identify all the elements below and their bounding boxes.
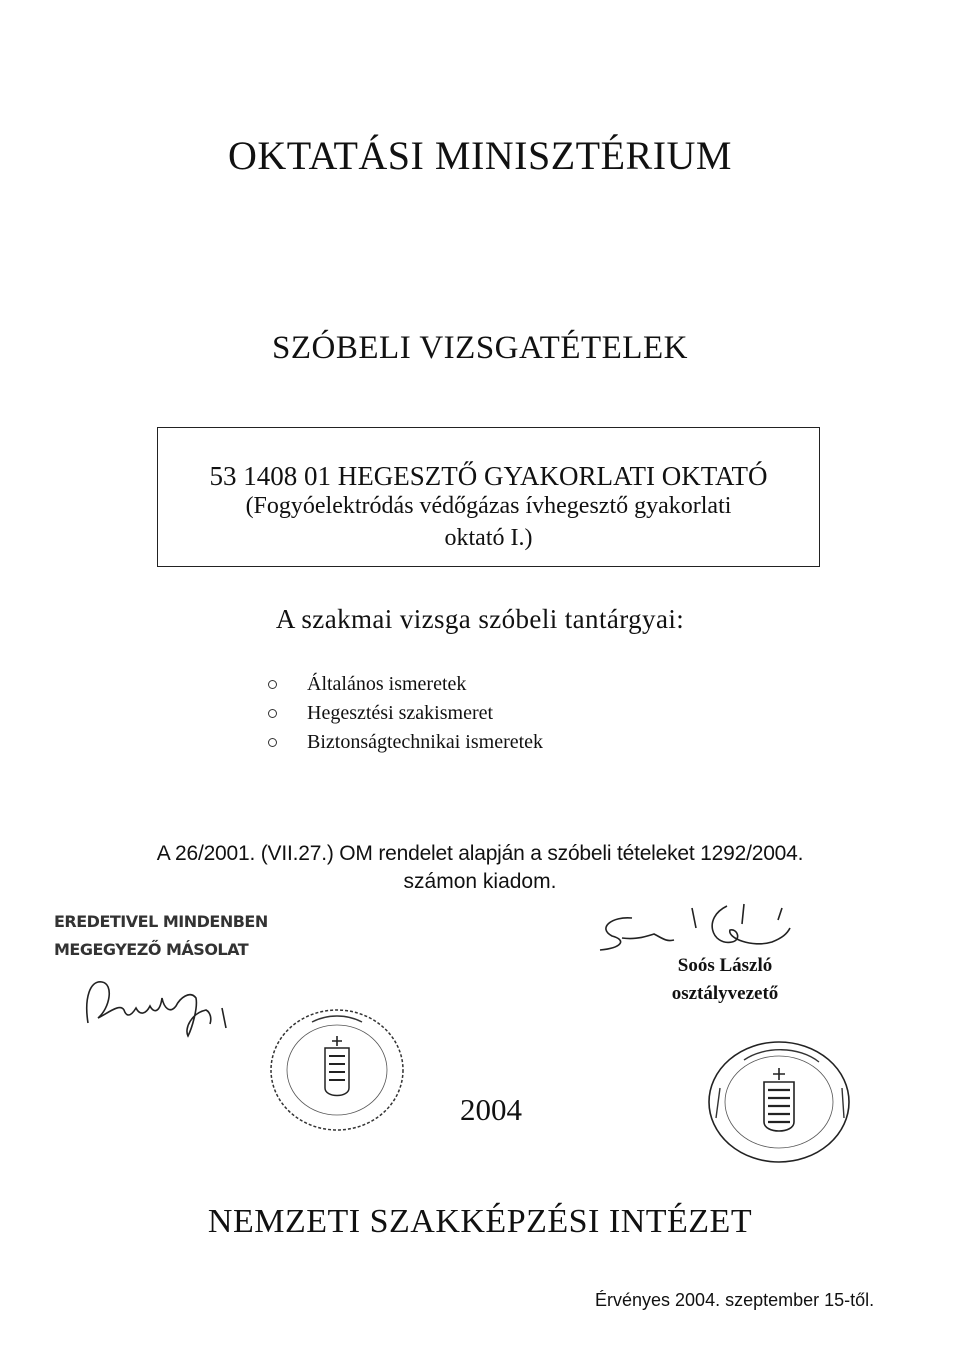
decree-line2: számon kiadom. [403, 870, 557, 893]
ministry-title: OKTATÁSI MINISZTÉRIUM [228, 133, 732, 178]
bullet-icon [268, 709, 277, 718]
copy-stamp-line2: MEGEGYEZŐ MÁSOLAT [54, 940, 249, 959]
bullet-icon [268, 680, 277, 689]
list-item [268, 728, 543, 757]
course-subtitle-line1: (Fogyóelektródás védőgázas ívhegesztő gyakorlati [245, 493, 732, 519]
institute-name: NEMZETI SZAKKÉPZÉSI INTÉZET [207, 1203, 753, 1240]
signatory-name: Soós László [677, 955, 773, 976]
list-item [268, 670, 543, 699]
subject-label: Hegesztési szakismeret [307, 702, 494, 724]
copy-stamp [54, 908, 268, 964]
course-code-title: 53 1408 01 HEGESZTŐ GYAKORLATI OKTATÓ [209, 461, 768, 491]
subject-label: Általános ismeretek [307, 673, 467, 695]
course-subtitle-line2: oktató I.) [444, 525, 533, 551]
course-box [157, 427, 820, 567]
bullet-icon [268, 738, 277, 747]
copy-stamp-line1: EREDETIVEL MINDENBEN [54, 912, 268, 931]
exam-title: SZÓBELI VIZSGATÉTELEK [272, 330, 688, 366]
document-year: 2004 [460, 1092, 522, 1127]
round-seal-right-icon [704, 1038, 854, 1166]
subjects-heading: A szakmai vizsga szóbeli tantárgyai: [275, 604, 685, 634]
handwritten-signature-left-icon [80, 968, 250, 1048]
decree-line1: A 26/2001. (VII.27.) OM rendelet alapján a szóbeli tételeket 1292/2004. [156, 842, 804, 865]
subject-label: Biztonságtechnikai ismeretek [307, 731, 544, 753]
signatory-title: osztályvezető [671, 983, 779, 1004]
validity-date: Érvényes 2004. szeptember 15-től. [595, 1290, 875, 1310]
list-item [268, 699, 543, 728]
subjects-list [268, 670, 543, 757]
handwritten-signature-right-icon [592, 898, 802, 958]
round-seal-left-icon [267, 1008, 407, 1133]
